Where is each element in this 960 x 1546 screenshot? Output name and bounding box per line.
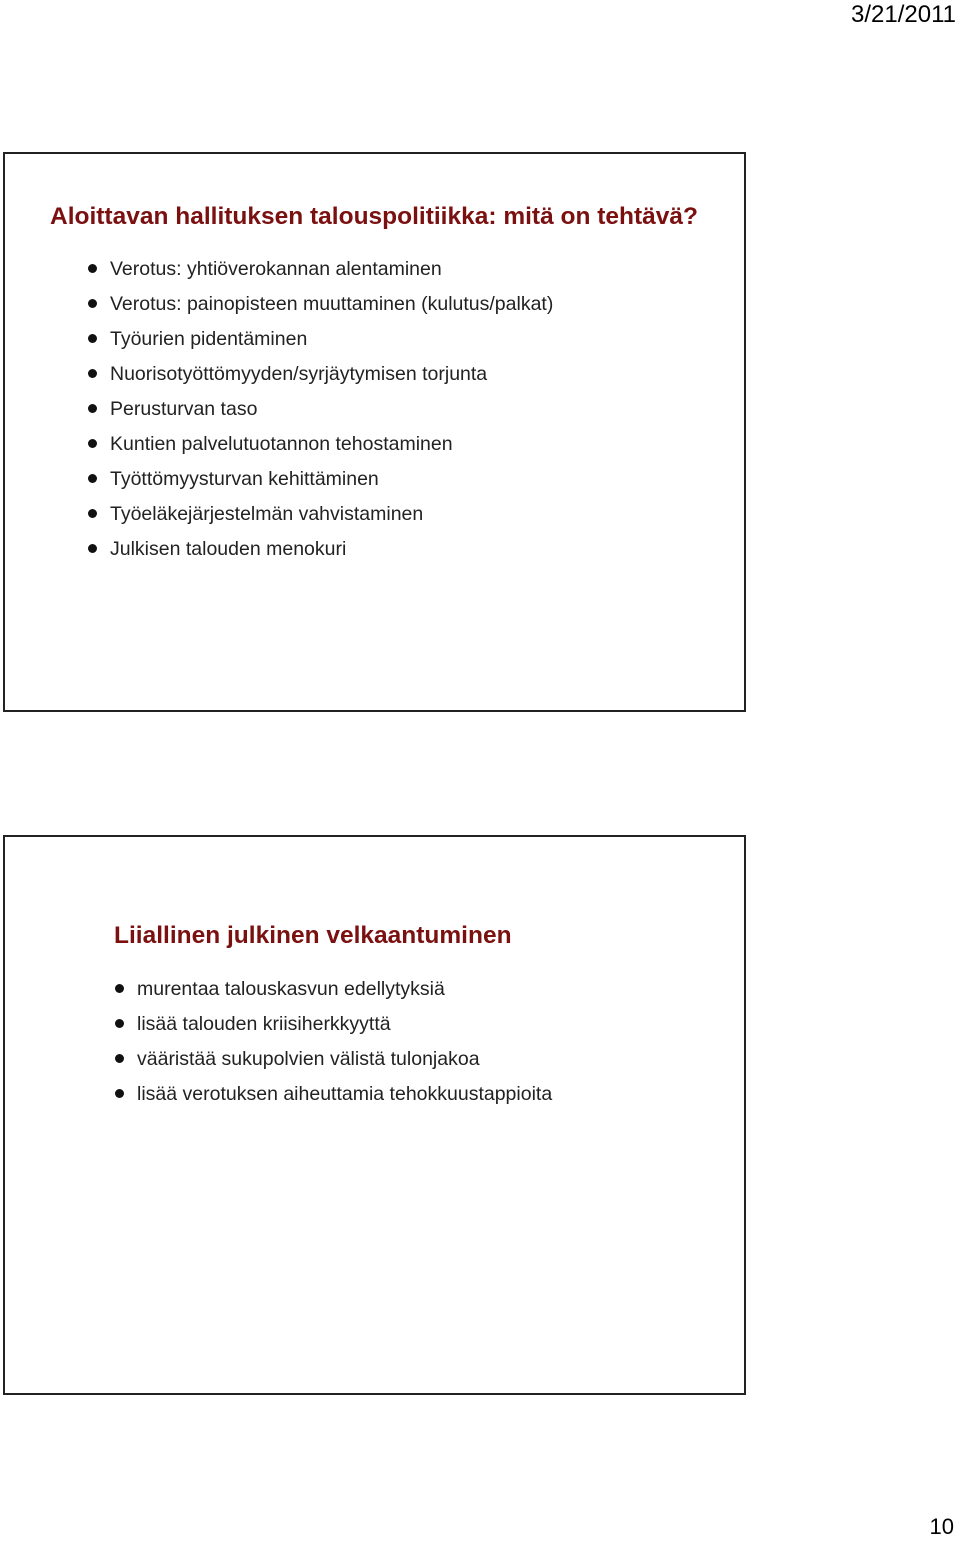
- page-number: 10: [929, 1514, 954, 1539]
- bullet-icon: [115, 984, 124, 993]
- slide-1: [3, 152, 746, 712]
- list-item-text: Nuorisotyöttömyyden/syrjäytymisen torjunta: [110, 363, 488, 385]
- bullet-icon: [88, 474, 97, 483]
- list-item: [85, 532, 553, 567]
- list-item: [112, 1077, 552, 1112]
- list-item: [112, 972, 552, 1007]
- bullet-icon: [88, 369, 97, 378]
- list-item-text: lisää verotuksen aiheuttamia tehokkuustappioita: [137, 1083, 553, 1105]
- list-item: [85, 462, 553, 497]
- list-item: [112, 1042, 552, 1077]
- bullet-icon: [88, 334, 97, 343]
- list-item-text: Työttömyysturvan kehittäminen: [110, 468, 379, 490]
- list-item-text: Työurien pidentäminen: [110, 328, 308, 350]
- bullet-icon: [88, 264, 97, 273]
- list-item: [85, 287, 553, 322]
- bullet-list: [85, 252, 553, 567]
- slide-2: [3, 835, 746, 1395]
- list-item-text: Työeläkejärjestelmän vahvistaminen: [110, 503, 424, 525]
- list-item-text: Perusturvan taso: [110, 398, 258, 420]
- bullet-icon: [88, 509, 97, 518]
- list-item-text: Julkisen talouden menokuri: [110, 538, 347, 560]
- list-item-text: Kuntien palvelutuotannon tehostaminen: [110, 433, 453, 455]
- list-item: [85, 252, 553, 287]
- bullet-icon: [88, 544, 97, 553]
- list-item-text: Verotus: painopisteen muuttaminen (kulutus/palkat): [110, 293, 554, 315]
- bullet-icon: [88, 299, 97, 308]
- list-item: [112, 1007, 552, 1042]
- slide-title: Aloittavan hallituksen talouspolitiikka: mitä on tehtävä?: [50, 203, 699, 230]
- slide-title: Liiallinen julkinen velkaantuminen: [114, 922, 512, 949]
- bullet-icon: [115, 1019, 124, 1028]
- list-item: [85, 392, 553, 427]
- bullet-list: [112, 972, 552, 1112]
- list-item: [85, 497, 553, 532]
- bullet-icon: [88, 439, 97, 448]
- list-item-text: vääristää sukupolvien välistä tulonjakoa: [137, 1048, 480, 1070]
- list-item-text: lisää talouden kriisiherkkyyttä: [137, 1013, 391, 1035]
- header-date: 3/21/2011: [851, 1, 956, 28]
- list-item-text: Verotus: yhtiöverokannan alentaminen: [110, 258, 442, 280]
- list-item: [85, 357, 553, 392]
- list-item: [85, 427, 553, 462]
- bullet-icon: [88, 404, 97, 413]
- list-item-text: murentaa talouskasvun edellytyksiä: [137, 978, 445, 1000]
- bullet-icon: [115, 1054, 124, 1063]
- bullet-icon: [115, 1089, 124, 1098]
- list-item: [85, 322, 553, 357]
